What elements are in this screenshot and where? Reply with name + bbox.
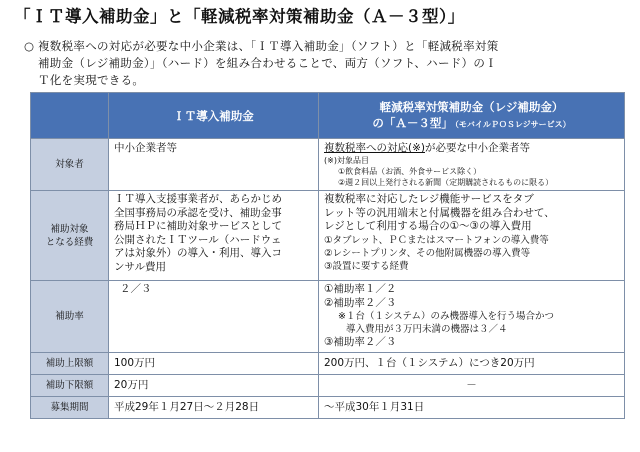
target-note: ②週２回以上発行される新聞（定期購読されるものに限る） (338, 178, 554, 187)
target-underlined-text: 複数税率への対応(※) (324, 142, 425, 154)
cell-it-period: 平成29年１月27日～２月28日 (109, 397, 319, 419)
row-label-expense: 補助対象 となる経費 (31, 191, 109, 281)
table-header-row (31, 93, 625, 139)
row-label-lower-limit: 補助下限額 (31, 375, 109, 397)
intro-line: Ｔ化を実現できる。 (38, 73, 145, 87)
table-row-rate (31, 281, 625, 353)
cell-it-upper-limit: 100万円 (109, 353, 319, 375)
intro-line: 複数税率への対応が必要な中小企業は、「ＩＴ導入補助金」（ソフト）と「軽減税率対策 (38, 39, 499, 53)
row-label-upper-limit: 補助上限額 (31, 353, 109, 375)
row-label-target: 対象者 (31, 139, 109, 191)
cell-register-target: 複数税率への対応(※)が必要な中小企業者等 (※)対象品目 ①飲食料品（お酒、外食サービス除く） ②週２回以上発行される新聞（定期購読されるものに限る） (319, 139, 625, 191)
comparison-table (30, 92, 625, 419)
cell-it-expense: ＩＴ導入支援事業者が、あらかじめ 全国事務局の承認を受け、補助金事 務局ＨＰに補助対象サービスとして 公開されたＩＴツール（ハードウェ アは対象外）の導入・利用、導入コ ンサル費用 (109, 191, 319, 281)
row-label-period: 募集期間 (31, 397, 109, 419)
header-register-sub: （モバイルＰＯＳレジサービス） (454, 119, 571, 129)
table-row-target (31, 139, 625, 191)
cell-register-period: ～平成30年１月31日 (319, 397, 625, 419)
header-it-subsidy: ＩＴ導入補助金 (109, 93, 319, 139)
intro-line: 補助金（レジ補助金）」（ハード）を組み合わせることで、両方（ソフト、ハード）のＩ (38, 56, 497, 70)
cell-it-lower-limit: 20万円 (109, 375, 319, 397)
header-register-line2: の「Ａ－３型」 (372, 115, 453, 130)
target-note: (※)対象品目 (324, 156, 369, 165)
cell-it-rate: ２／３ (109, 281, 319, 353)
cell-it-target: 中小企業者等 (109, 139, 319, 191)
header-register-line1: 軽減税率対策補助金（レジ補助金） (379, 99, 564, 114)
cell-register-upper-limit: 200万円、１台（１システム）につき20万円 (319, 353, 625, 375)
header-corner-cell (31, 93, 109, 139)
target-note: ①飲食料品（お酒、外食サービス除く） (338, 167, 482, 176)
table-row-upper-limit (31, 353, 625, 375)
header-register-subsidy (319, 93, 625, 139)
intro-paragraph (24, 38, 630, 89)
cell-register-lower-limit: － (319, 375, 625, 397)
cell-register-rate: ①補助率１／２ ②補助率２／３ ※１台（１システム）のみ機器導入を行う場合かつ 導入費用が３万円未満の機器は３／４ ③補助率２／３ (319, 281, 625, 353)
page-title: 「ＩＴ導入補助金」と「軽減税率対策補助金（Ａ－３型）」 (14, 7, 465, 26)
cell-register-expense: 複数税率に対応したレジ機能サービスをタブ レット等の汎用端末と付属機器を組み合わせて、 レジとして利用する場合の①～③の導入費用 ①タブレット、ＰＣまたはスマートフォンの導入費等 ②レシートプリンタ、その他附属機器の導入費等 ③設置に要する経費 (319, 191, 625, 281)
row-label-rate: 補助率 (31, 281, 109, 353)
table-row-period (31, 397, 625, 419)
bullet-circle-icon: ○ (24, 39, 35, 53)
table-row-expense (31, 191, 625, 281)
table-row-lower-limit (31, 375, 625, 397)
